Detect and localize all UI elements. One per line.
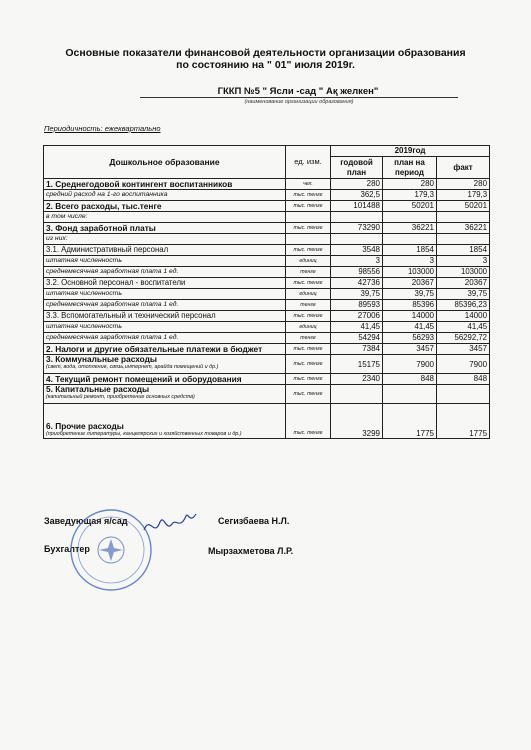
row-annual-plan: 41,45: [331, 322, 383, 333]
row-fact: 103000: [437, 267, 490, 278]
row-period-plan: 85396: [383, 300, 437, 311]
row-period-plan: 1775: [383, 404, 437, 439]
row-unit: единиц: [286, 289, 331, 300]
doc-title-line1: Основные показатели финансовой деятельности организации образования: [65, 47, 466, 59]
row-period-plan: 50201: [383, 201, 437, 212]
table-row: [44, 256, 490, 267]
row-name: среднемесячная заработная плата 1 ед.: [44, 300, 286, 311]
row-annual-plan: 98556: [331, 267, 383, 278]
table-row: [44, 355, 490, 374]
row-fact: 848: [437, 374, 490, 385]
row-annual-plan: 7384: [331, 344, 383, 355]
row-annual-plan: 2340: [331, 374, 383, 385]
doc-title-line2: по состоянию на " 01" июля 2019г.: [176, 59, 355, 71]
row-period-plan: 1854: [383, 245, 437, 256]
row-annual-plan: 3299: [331, 404, 383, 439]
row-period-plan: [383, 234, 437, 245]
row-name: средний расход на 1-го воспитанника: [44, 190, 286, 201]
row-name: штатная численность: [44, 256, 286, 267]
row-annual-plan: 3548: [331, 245, 383, 256]
row-period-plan: 14000: [383, 311, 437, 322]
row-annual-plan: [331, 212, 383, 223]
table-row: [44, 344, 490, 355]
row-fact: 14000: [437, 311, 490, 322]
financial-table: [43, 145, 490, 439]
header-unit: ед. изм.: [286, 146, 331, 179]
row-unit: тыс. тенге: [286, 344, 331, 355]
table-row: [44, 201, 490, 212]
row-annual-plan: [331, 234, 383, 245]
org-caption: (наименование организации образования): [244, 99, 354, 105]
row-fact: 20367: [437, 278, 490, 289]
table-row: [44, 278, 490, 289]
row-subtitle: (капитальный ремонт, приобретение основных средств): [46, 394, 195, 400]
row-unit: тенге: [286, 267, 331, 278]
row-period-plan: 3: [383, 256, 437, 267]
table-row: [44, 322, 490, 333]
header-fact: факт: [437, 157, 490, 179]
table-row: [44, 179, 490, 190]
row-unit: чел.: [286, 179, 331, 190]
row-annual-plan: 39,75: [331, 289, 383, 300]
org-name: ГККП №5 " Ясли -сад " Ақ желкен": [217, 86, 379, 97]
row-name: 3. Коммунальные расходы (свет, вода, отопление, связь,интернет, арайда помещений и др.): [44, 355, 286, 374]
row-fact: 7900: [437, 355, 490, 374]
table-row: [44, 212, 490, 223]
row-fact: 85396,23: [437, 300, 490, 311]
row-annual-plan: 42736: [331, 278, 383, 289]
table-body: [44, 179, 490, 439]
row-fact: 41,45: [437, 322, 490, 333]
row-annual-plan: 73290: [331, 223, 383, 234]
accountant-title: Бухгалтер: [44, 544, 90, 554]
row-annual-plan: 280: [331, 179, 383, 190]
row-fact: 1854: [437, 245, 490, 256]
row-annual-plan: [331, 385, 383, 404]
periodicity-label: Периодичность: ежеквартально: [44, 124, 161, 133]
row-fact: 36221: [437, 223, 490, 234]
row-period-plan: 280: [383, 179, 437, 190]
table-row: [44, 404, 490, 439]
row-fact: 179,3: [437, 190, 490, 201]
row-period-plan: [383, 212, 437, 223]
row-fact: 3457: [437, 344, 490, 355]
row-period-plan: 179,3: [383, 190, 437, 201]
row-name: 1. Среднегодовой контингент воспитанников: [44, 179, 286, 190]
row-period-plan: 56293: [383, 333, 437, 344]
row-name: 5. Капитальные расходы (капитальный ремонт, приобретение основных средств): [44, 385, 286, 404]
table-row: [44, 374, 490, 385]
accountant-name: Мырзахметова Л.Р.: [208, 546, 294, 556]
row-name: в том числе:: [44, 212, 286, 223]
table-row: [44, 385, 490, 404]
row-period-plan: 103000: [383, 267, 437, 278]
row-subtitle: (приобретение литературы, канцелярских и хозяйственных товаров и др.): [46, 431, 242, 437]
row-unit: тыс. тенге: [286, 278, 331, 289]
row-fact: 3: [437, 256, 490, 267]
head-name: Сегизбаева Н.Л.: [218, 516, 290, 526]
row-annual-plan: 101488: [331, 201, 383, 212]
row-annual-plan: 54294: [331, 333, 383, 344]
head-title: Заведующая я/сад: [44, 516, 128, 526]
row-unit: тыс. тенге: [286, 385, 331, 404]
header-year: 2019год: [331, 146, 490, 157]
header-annual-plan: годовой план: [331, 157, 383, 179]
row-fact: [437, 212, 490, 223]
row-annual-plan: 362,5: [331, 190, 383, 201]
row-fact: 39,75: [437, 289, 490, 300]
row-period-plan: 3457: [383, 344, 437, 355]
table-row: [44, 333, 490, 344]
row-name: 3. Фонд заработной платы: [44, 223, 286, 234]
row-period-plan: 36221: [383, 223, 437, 234]
row-annual-plan: 15175: [331, 355, 383, 374]
table-row: [44, 223, 490, 234]
signature-icon: [140, 510, 200, 540]
row-unit: [286, 234, 331, 245]
row-unit: тыс. тенге: [286, 190, 331, 201]
row-unit: [286, 212, 331, 223]
header-name: Дошкольное образование: [44, 146, 286, 179]
row-unit: тыс. тенге: [286, 404, 331, 439]
row-name: штатная численность: [44, 322, 286, 333]
table-row: [44, 311, 490, 322]
row-name: 6. Прочие расходы (приобретение литературы, канцелярских и хозяйственных товаров и др.): [44, 404, 286, 439]
table-row: [44, 300, 490, 311]
row-unit: тыс. тенге: [286, 374, 331, 385]
row-name: из них:: [44, 234, 286, 245]
row-name: среднемесячная заработная плата 1 ед.: [44, 333, 286, 344]
row-name: 3.2. Основной персонал - воспитатели: [44, 278, 286, 289]
row-period-plan: 39,75: [383, 289, 437, 300]
row-unit: тыс. тенге: [286, 201, 331, 212]
row-fact: [437, 234, 490, 245]
row-annual-plan: 89593: [331, 300, 383, 311]
table-row: [44, 245, 490, 256]
row-fact: 56292,72: [437, 333, 490, 344]
row-name: 4. Текущий ремонт помещений и оборудования: [44, 374, 286, 385]
row-annual-plan: 3: [331, 256, 383, 267]
row-unit: тыс. тенге: [286, 223, 331, 234]
row-name: 2. Налоги и другие обязательные платежи в бюджет: [44, 344, 286, 355]
row-unit: тыс. тенге: [286, 311, 331, 322]
row-name: 2. Всего расходы, тыс.тенге: [44, 201, 286, 212]
header-period-plan: план на период: [383, 157, 437, 179]
row-period-plan: 41,45: [383, 322, 437, 333]
org-underline: [140, 97, 458, 98]
row-name: штатная численность: [44, 289, 286, 300]
row-period-plan: [383, 385, 437, 404]
table-row: [44, 289, 490, 300]
row-unit: тенге: [286, 300, 331, 311]
row-period-plan: 848: [383, 374, 437, 385]
row-annual-plan: 27006: [331, 311, 383, 322]
row-unit: тенге: [286, 333, 331, 344]
row-name: 3.3. Вспомогательный и технический персонал: [44, 311, 286, 322]
row-period-plan: 20367: [383, 278, 437, 289]
row-period-plan: 7900: [383, 355, 437, 374]
row-fact: [437, 385, 490, 404]
row-subtitle: (свет, вода, отопление, связь,интернет, арайда помещений и др.): [46, 364, 219, 370]
row-fact: 50201: [437, 201, 490, 212]
row-name: 3.1. Административный персонал: [44, 245, 286, 256]
row-unit: тыс. тенге: [286, 355, 331, 374]
row-unit: единиц: [286, 322, 331, 333]
row-fact: 1775: [437, 404, 490, 439]
table-row: [44, 234, 490, 245]
row-name: среднемесячная заработная плата 1 ед.: [44, 267, 286, 278]
row-unit: тыс. тенге: [286, 245, 331, 256]
table-row: [44, 190, 490, 201]
table-row: [44, 267, 490, 278]
row-unit: единиц: [286, 256, 331, 267]
row-fact: 280: [437, 179, 490, 190]
